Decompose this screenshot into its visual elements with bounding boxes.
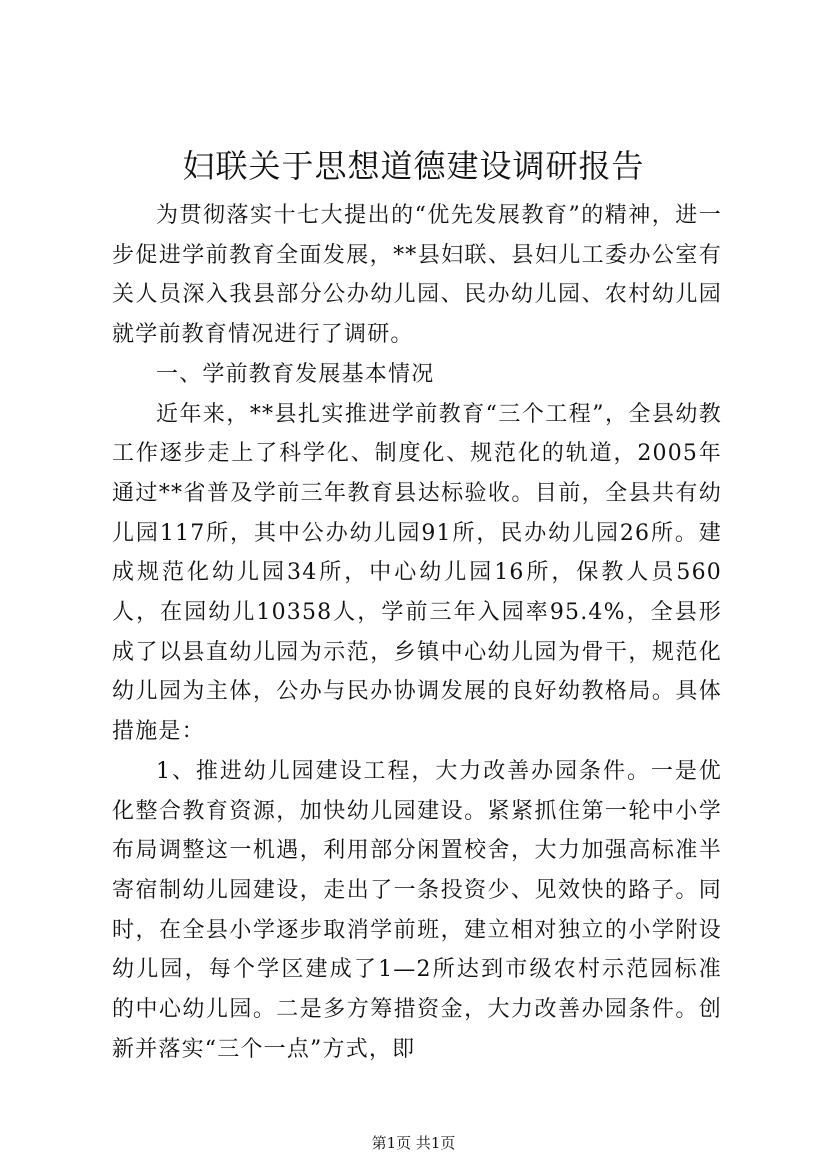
page-footer: 第1页 共1页	[371, 1134, 456, 1152]
paragraph-basic-situation: 近年来，**县扎实推进学前教育“三个工程”，全县幼教工作逐步走上了科学化、制度化、规范化的轨道，2005年通过**省普及学前三年教育县达标验收。目前，全县共有幼儿园117所，其中公办幼儿园91所，民办幼儿园26所。建成规范化幼儿园34所，中心幼儿园16所，保教人员560人，在园幼儿10358人，学前三年入园率95.4%，全县形成了以县直幼儿园为示范，乡镇中心幼儿园为骨干，规范化幼儿园为主体，公办与民办协调发展的良好幼教格局。具体措施是：	[112, 401, 722, 745]
section-heading-1: 一、学前教育发展基本情况	[156, 361, 435, 387]
paragraph-intro: 为贯彻落实十七大提出的“优先发展教育”的精神，进一步促进学前教育全面发展，**县妇联、县妇儿工委办公室有关人员深入我县部分公办幼儿园、民办幼儿园、农村幼儿园就学前教育情况进行了调研。	[112, 203, 722, 348]
document-body	[112, 196, 722, 1069]
paragraph-measure-1: 1、推进幼儿园建设工程，大力改善办园条件。一是优化整合教育资源，加快幼儿园建设。紧紧抓住第一轮中小学布局调整这一机遇，利用部分闲置校舍，大力加强高标准半寄宿制幼儿园建设，走出了一条投资少、见效快的路子。同时，在全县小学逐步取消学前班，建立相对独立的小学附设幼儿园，每个学区建成了1—2所达到市级农村示范园标准的中心幼儿园。二是多方筹措资金，大力改善办园条件。创新并落实“三个一点”方式，即	[112, 758, 722, 1062]
document-title: 妇联关于思想道德建设调研报告	[182, 147, 645, 185]
